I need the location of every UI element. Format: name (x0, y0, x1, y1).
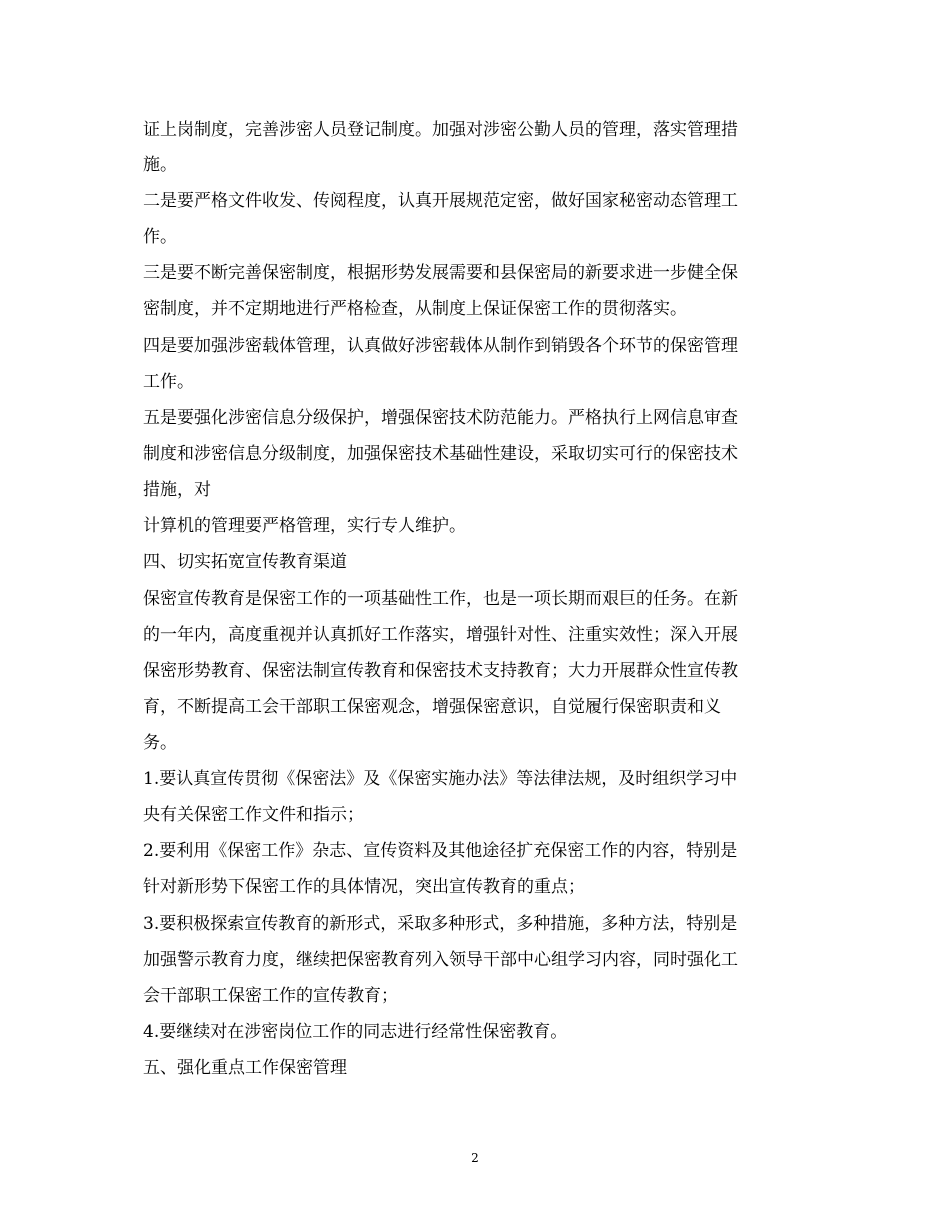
text-line: 加强警示教育力度，继续把保密教育列入领导干部中心组学习内容，同时强化工 (143, 950, 738, 970)
text-line: 会干部职工保密工作的宣传教育； (143, 986, 398, 1006)
text-line: 保密宣传教育是保密工作的一项基础性工作，也是一项长期而艰巨的任务。在新 (143, 589, 738, 609)
section-heading: 四、切实拓宽宣传教育渠道 (143, 552, 347, 572)
text-line: 密制度，并不定期地进行严格检查，从制度上保证保密工作的贯彻落实。 (143, 299, 687, 319)
text-line: 务。 (143, 733, 177, 753)
text-line: 针对新形势下保密工作的具体情况，突出宣传教育的重点； (143, 877, 585, 897)
text-line: 施。 (143, 155, 177, 175)
text-line: 制度和涉密信息分级制度，加强保密技术基础性建设，采取切实可行的保密技术 (143, 444, 738, 464)
list-item: 3.要积极探索宣传教育的新形式，采取多种形式，多种措施，多种方法，特别是 (143, 914, 738, 934)
text-line: 五是要强化涉密信息分级保护，增强保密技术防范能力。严格执行上网信息审查 (143, 408, 738, 428)
section-heading: 五、强化重点工作保密管理 (143, 1058, 347, 1078)
text-line: 育，不断提高工会干部职工保密观念，增强保密意识，自觉履行保密职责和义 (143, 697, 721, 717)
text-line: 的一年内，高度重视并认真抓好工作落实，增强针对性、注重实效性；深入开展 (143, 625, 738, 645)
text-line: 二是要严格文件收发、传阅程度，认真开展规范定密，做好国家秘密动态管理工 (143, 191, 738, 211)
list-item: 4.要继续对在涉密岗位工作的同志进行经常性保密教育。 (143, 1022, 568, 1042)
text-line: 作。 (143, 227, 177, 247)
text-line: 央有关保密工作文件和指示； (143, 805, 364, 825)
text-line: 证上岗制度，完善涉密人员登记制度。加强对涉密公勤人员的管理，落实管理措 (143, 120, 738, 140)
text-line: 措施，对 (143, 480, 211, 500)
page-number: 2 (471, 1151, 479, 1165)
text-line: 四是要加强涉密载体管理，认真做好涉密载体从制作到销毁各个环节的保密管理 (143, 336, 738, 356)
text-line: 三是要不断完善保密制度，根据形势发展需要和县保密局的新要求进一步健全保 (143, 263, 738, 283)
text-line: 计算机的管理要严格管理，实行专人维护。 (143, 516, 466, 536)
list-item: 1.要认真宣传贯彻《保密法》及《保密实施办法》等法律法规，及时组织学习中 (143, 769, 738, 789)
text-line: 保密形势教育、保密法制宣传教育和保密技术支持教育；大力开展群众性宣传教 (143, 661, 738, 681)
text-line: 工作。 (143, 372, 194, 392)
list-item: 2.要利用《保密工作》杂志、宣传资料及其他途径扩充保密工作的内容，特别是 (143, 841, 738, 861)
